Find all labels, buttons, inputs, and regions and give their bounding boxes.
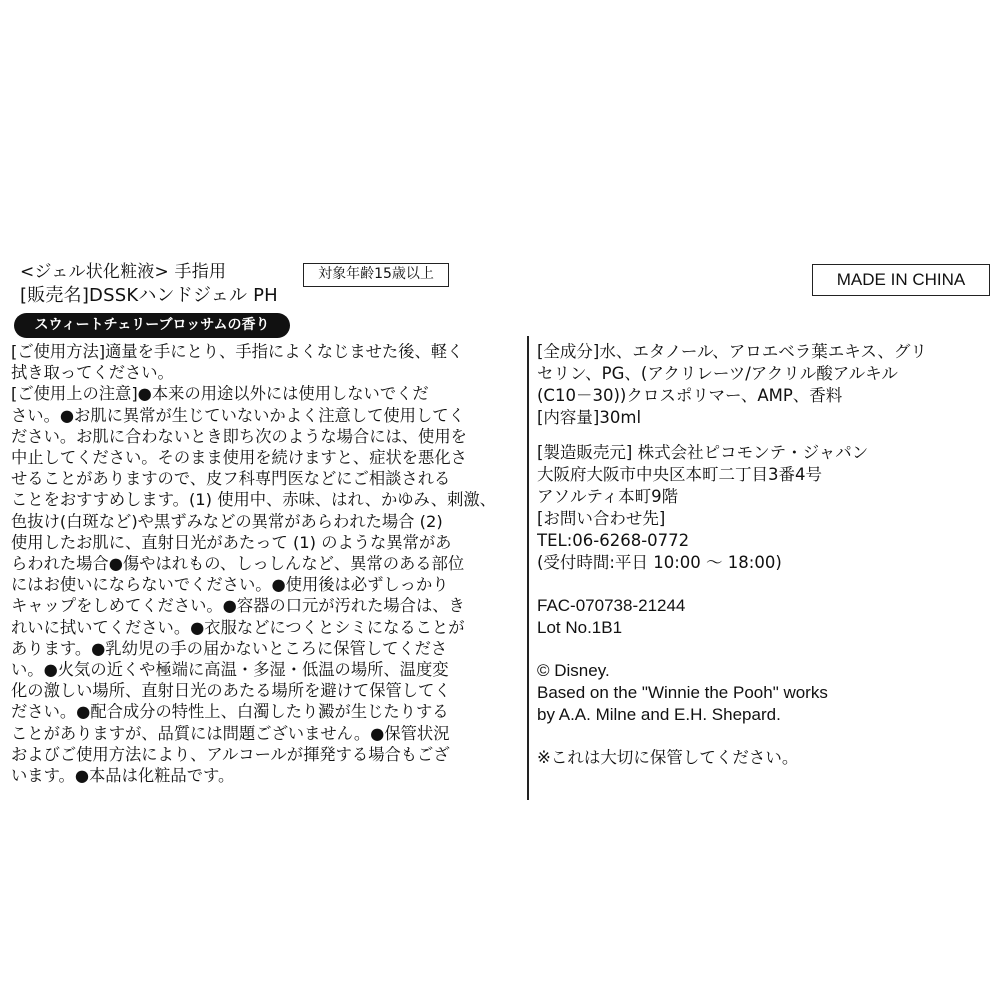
product-type: <ジェル状化粧液> 手指用 [20, 262, 227, 282]
usage-line: 中止してください。そのまま使用を続けますと、症状を悪化さ [11, 448, 467, 468]
ingredients-line: セリン、PG、(アクリレーツ/アクリル酸アルキル [537, 364, 898, 383]
storage-note: ※これは大切に保管してください。 [537, 748, 799, 767]
lot-number: Lot No.1B1 [537, 618, 623, 637]
usage-line: あります。●乳幼児の手の届かないところに保管してくださ [11, 638, 448, 658]
usage-line: キャップをしめてください。●容器の口元が汚れた場合は、き [11, 596, 465, 616]
usage-and-precautions [11, 341, 523, 786]
usage-line: せることがありますので、皮フ科専門医などにご相談される [11, 469, 451, 489]
manufacturer-line: [製造販売元] 株式会社ピコモンテ・ジャパン [537, 443, 869, 462]
scent-banner: スウィートチェリーブロッサムの香り [14, 313, 290, 338]
usage-line: ださい。●配合成分の特性上、白濁したり澱が生じたりする [11, 702, 449, 722]
spacer [537, 639, 992, 660]
volume-line: [内容量]30ml [537, 408, 642, 427]
usage-line: らわれた場合●傷やはれもの、しっしんなど、異常のある部位 [11, 554, 465, 574]
manufacturer-line: TEL:06-6268-0772 [537, 531, 690, 550]
usage-line: [ご使用上の注意]●本来の用途以外には使用しないでくだ [11, 384, 429, 404]
usage-line: 色抜け(白斑など)や黒ずみなどの異常があらわれた場合 (2) [11, 511, 443, 531]
usage-line: 拭き取ってください。 [11, 363, 174, 383]
usage-line: ことがありますが、品質には問題ございません。●保管状況 [11, 723, 450, 743]
usage-line: さい。●お肌に異常が生じていないかよく注意して使用してく [11, 405, 465, 425]
usage-line: ださい。お肌に合わないとき即ち次のような場合には、使用を [11, 426, 467, 446]
usage-line: います。●本品は化粧品です。 [11, 766, 235, 786]
column-divider [527, 336, 529, 800]
spacer [537, 429, 992, 442]
fac-code: FAC-070738-21244 [537, 596, 686, 615]
ingredients-line: (C10－30))クロスポリマー、AMP、香料 [537, 386, 843, 405]
manufacturer-line: アソルティ本町9階 [537, 487, 679, 506]
age-notice-badge: 対象年齢15歳以上 [303, 263, 449, 287]
product-sales-name: [販売名]DSSKハンドジェル PH [20, 285, 278, 306]
ingredients-line: [全成分]水、エタノール、アロエベラ葉エキス、グリ [537, 342, 927, 361]
usage-line: ことをおすすめします。(1) 使用中、赤味、はれ、かゆみ、刺激、 [11, 490, 496, 510]
spacer [537, 574, 992, 595]
usage-line: い。●火気の近くや極端に高温・多湿・低温の場所、温度変 [11, 660, 449, 680]
manufacturer-line: (受付時間:平日 10:00 ～ 18:00) [537, 553, 782, 572]
usage-line: 化の激しい場所、直射日光のあたる場所を避けて保管してく [11, 681, 451, 701]
product-info-column [537, 341, 992, 769]
usage-line: [ご使用方法]適量を手にとり、手指によくなじませた後、軽く [11, 342, 464, 361]
copyright-line: by A.A. Milne and E.H. Shepard. [537, 705, 781, 724]
copyright-line: © Disney. [537, 661, 610, 680]
manufacturer-line: [お問い合わせ先] [537, 509, 666, 528]
made-in-badge: MADE IN CHINA [812, 264, 990, 296]
usage-line: れいに拭いてください。●衣服などにつくとシミになることが [11, 617, 465, 637]
spacer [537, 726, 992, 747]
copyright-line: Based on the "Winnie the Pooh" works [537, 683, 828, 702]
usage-line: およびご使用方法により、アルコールが揮発する場合もござ [11, 744, 450, 764]
manufacturer-line: 大阪府大阪市中央区本町二丁目3番4号 [537, 465, 822, 484]
usage-line: にはお使いにならないでください。●使用後は必ずしっかり [11, 575, 449, 595]
usage-line: 使用したお肌に、直射日光があたって (1) のような異常があ [11, 532, 452, 552]
